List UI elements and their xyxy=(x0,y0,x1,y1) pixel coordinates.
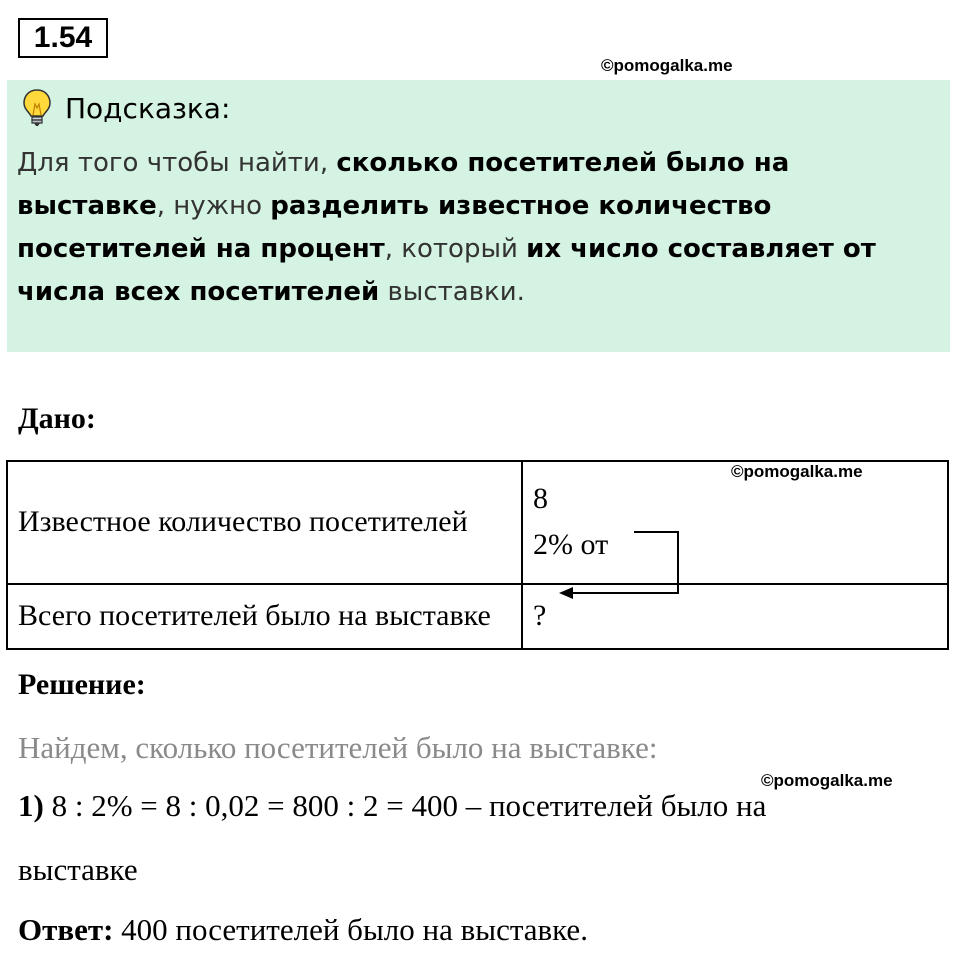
answer-label: Ответ: xyxy=(18,912,114,947)
given-heading: Дано: xyxy=(18,402,96,435)
lightbulb-icon xyxy=(21,88,53,128)
solution-intro: Найдем, сколько посетителей было на выставке: xyxy=(18,730,658,765)
known-visitors-label: Известное количество посетителей xyxy=(7,461,522,584)
hint-title-row xyxy=(21,88,230,128)
total-visitors-label: Всего посетителей было на выставке xyxy=(7,584,522,649)
known-visitors-count: 8 xyxy=(533,482,548,516)
hint-text-part: разделить известное количество посетителей на процент xyxy=(17,191,772,264)
hint-text-part: Для того чтобы найти, xyxy=(17,148,337,178)
answer xyxy=(18,912,588,948)
hint-box xyxy=(7,80,950,352)
hint-text-part: сколько посетителей было на выставке xyxy=(17,148,790,221)
hint-text-part: , нужно xyxy=(156,191,271,221)
answer-text: 400 посетителей было на выставке. xyxy=(121,912,588,947)
table-row xyxy=(7,584,948,649)
watermark: ©pomogalka.me xyxy=(761,771,893,790)
hint-text-part: , который xyxy=(384,234,527,264)
solution-step-continued: выставке xyxy=(18,852,138,887)
watermark: ©pomogalka.me xyxy=(601,56,733,75)
solution-step xyxy=(18,788,766,824)
hint-title: Подсказка: xyxy=(65,91,231,125)
total-visitors-value: ? xyxy=(522,584,948,649)
given-table xyxy=(6,460,949,650)
hint-text-part: выставки. xyxy=(379,277,525,307)
problem-number: 1.54 xyxy=(18,18,108,58)
solution-heading: Решение: xyxy=(18,668,146,701)
step-number: 1) xyxy=(18,788,44,823)
step-text: 8 : 2% = 8 : 0,02 = 800 : 2 = 400 – посетителей было на xyxy=(51,788,767,823)
hint-text-part: их число составляет от числа всех посетителей xyxy=(17,234,876,307)
hint-text xyxy=(17,142,917,314)
watermark: ©pomogalka.me xyxy=(731,462,863,481)
known-visitors-percent: 2% от xyxy=(533,528,609,562)
